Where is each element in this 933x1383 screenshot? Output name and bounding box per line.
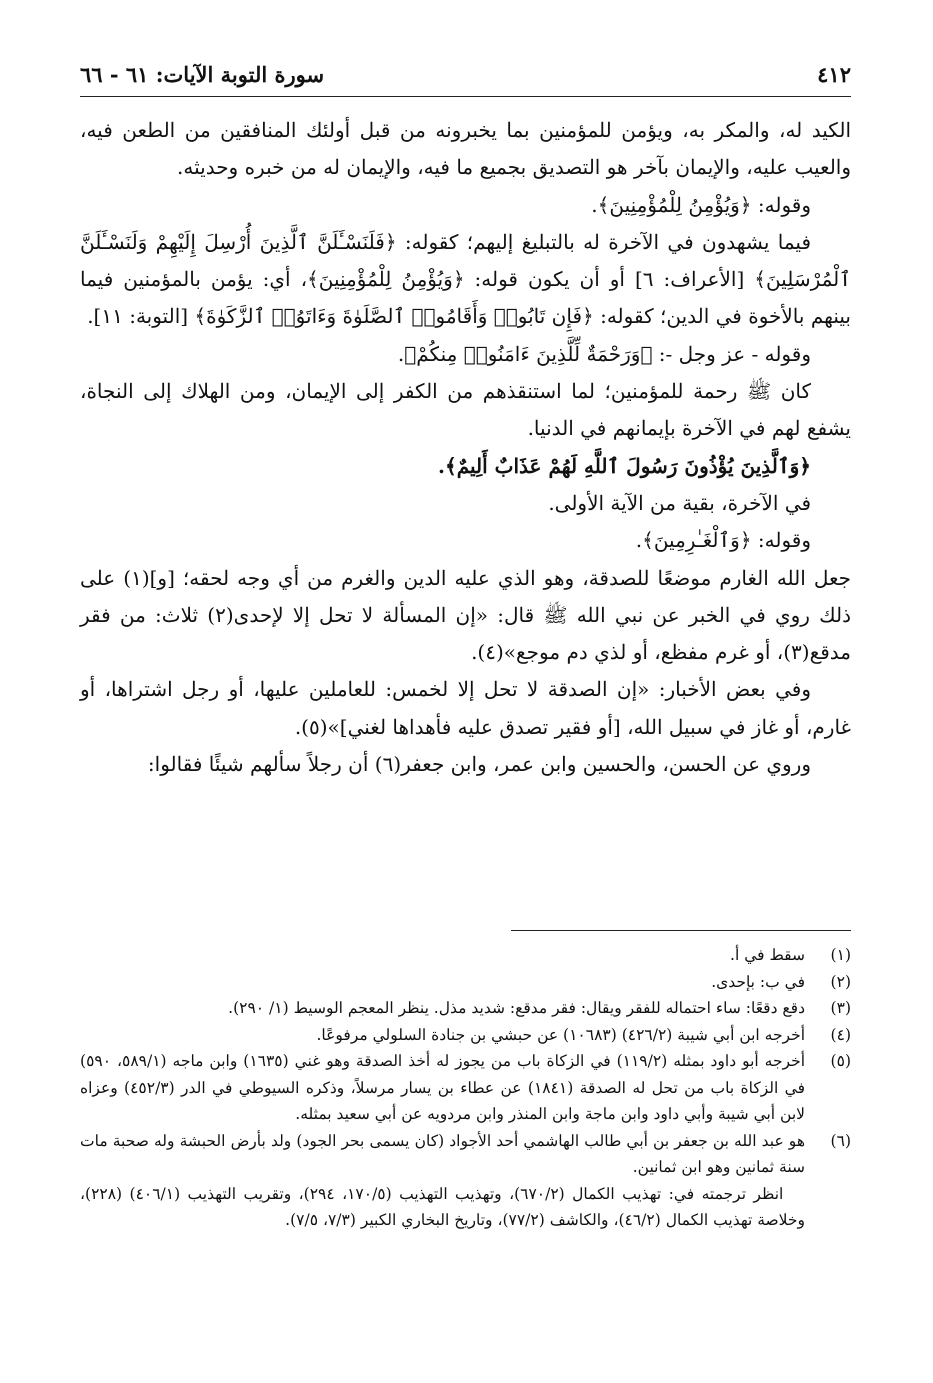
footnote-number: (٣): [830, 999, 851, 1017]
running-title: سورة التوبة الآيات: ٦١ - ٦٦: [80, 62, 325, 87]
paragraph: الكيد له، والمكر به، ويؤمن للمؤمنين بما يخبرونه من قبل أولئك المنافقين من الطعن فيه، والعيب عليه، والإيمان بآخر هو التصديق بجميع ما فيه، والإيمان له من خبره وحديثه.: [80, 118, 851, 180]
footnote-number: (٦): [830, 1131, 851, 1150]
footnote-text: هو عبد الله بن جعفر بن أبي طالب الهاشمي أحد الأجواد (كان يسمى بحر الجود) ولد بأرض الحبشة وله صحبة مات سنة ثمانين وهو ابن ثمانين.: [80, 1131, 805, 1176]
paragraph: وفي بعض الأخبار: «إن الصدقة لا تحل إلا لخمس: للعاملين عليها، أو رجل اشتراها، أو غارم، أو غاز في سبيل الله، [أو فقير تصدق عليه فأهداها لغني]»(٥).: [80, 677, 851, 739]
paragraph: وروي عن الحسن، والحسين وابن عمر، وابن جعفر(٦) أن رجلاً سألهم شيئًا فقالوا:: [147, 752, 811, 777]
footnote-number: (٥): [830, 1052, 851, 1070]
footnote-number: (٢): [830, 972, 851, 991]
verse-heading: ﴿وَٱلَّذِينَ يُؤْذُونَ رَسُولَ ٱللَّهِ لَهُمْ عَذَابٌ أَلِيمٌ﴾.: [438, 453, 811, 478]
footnote-text: أخرجه ابن أبي شيبة (٤٢٦/٢) (١٠٦٨٣) عن حبشي بن جنادة السلولي مرفوعًا.: [316, 1025, 805, 1044]
footnote: [80, 995, 851, 1022]
paragraph: كان ﷺ رحمة للمؤمنين؛ لما استنقذهم من الكفر إلى الإيمان، ومن الهلاك إلى النجاة، يشفع لهم في الآخرة بإيمانهم في الدنيا.: [80, 379, 851, 441]
footnotes: [80, 942, 851, 1234]
footnote-text: سقط في أ.: [730, 946, 805, 964]
paragraph: جعل الله الغارم موضعًا للصدقة، وهو الذي عليه الدين والغرم من أي وجه لحقه؛ [و](١) على ذلك روي في الخبر عن نبي الله ﷺ قال: «إن المسألة لا تحل إلا لإحدى(٢) ثلاث: من فقر مدقع(٣)، أو غرم مفظع، أو لذي دم موجع»(٤).: [80, 565, 851, 665]
verse-heading: وقوله: ﴿وَيُؤْمِنُ لِلْمُؤْمِنِينَ﴾.: [591, 192, 811, 217]
footnote-separator: [511, 930, 851, 931]
footnote-text: في ب: بإحدى.: [711, 972, 805, 991]
paragraph: فيما يشهدون في الآخرة له بالتبليغ إليهم؛ كقوله: ﴿فَلَنَسْـَٔلَنَّ ٱلَّذِينَ أُرْسِلَ إِلَيْهِمْ وَلَنَسْـَٔلَنَّ ٱلْمُرْسَلِينَ﴾ [الأعراف: ٦] أو أن يكون قوله: ﴿وَيُؤْمِنُ لِلْمُؤْمِنِينَ﴾، أي: يؤمن بالمؤمنين فيما بينهم بالأخوة في الدين؛ كقوله: ﴿فَإِن تَابُوا۟ وَأَقَامُوا۟ ٱلصَّلَوٰةَ وَءَاتَوُا۟ ٱلزَّكَوٰةَ﴾ [التوبة: ١١].: [80, 229, 851, 329]
verse-heading: وقوله - عز وجل -: ﴿وَرَحْمَةٌ لِّلَّذِينَ ءَامَنُوا۟ مِنكُمْ﴾.: [397, 341, 811, 366]
footnote-continuation: انظر ترجمته في: تهذيب الكمال (٦٧٠/٢)، وتهذيب التهذيب (١٧٠/٥، ٢٩٤)، وتقريب التهذيب (٤٠٦/١) (٢٢٨)، وخلاصة تهذيب الكمال (٤٦/٢)، والكاشف (٧٧/٢)، وتاريخ البخاري الكبير (٧/٣، ٧/٥).: [80, 1184, 805, 1229]
footnote-number: (٤): [830, 1025, 851, 1044]
page-number: ٤١٢: [817, 62, 851, 87]
footnote-text: أخرجه أبو داود بمثله (١١٩/٢) في الزكاة باب من يجوز له أخذ الصدقة وهو غني (١٦٣٥) وابن ماجه (٥٨٩/١، ٥٩٠) في الزكاة باب من تحل له الصدقة (١٨٤١) عن عطاء بن يسار مرسلاً، وذكره السيوطي في الدر (٤٥٢/٣) وعزاه لابن أبي شيبة وأبي داود وابن ماجة وابن المنذر وابن مردويه عن أبي سعيد بمثله.: [80, 1052, 805, 1123]
footnote-number: (١): [830, 946, 851, 964]
verse-heading: وقوله: ﴿وَٱلْغَـٰرِمِينَ﴾.: [635, 528, 811, 553]
footnote: [80, 1022, 851, 1049]
footnote: [80, 1048, 851, 1128]
footnote: [80, 942, 851, 969]
page-header: [80, 58, 851, 97]
footnote: [80, 1128, 851, 1181]
footnote-text: دقع دقعًا: ساء احتماله للفقر ويقال: فقر مدقع: شديد مذل. ينظر المعجم الوسيط (١/ ٢٩٠).: [228, 999, 805, 1017]
paragraph: في الآخرة، بقية من الآية الأولى.: [548, 490, 811, 515]
main-text: [80, 112, 851, 783]
footnote: [80, 969, 851, 996]
